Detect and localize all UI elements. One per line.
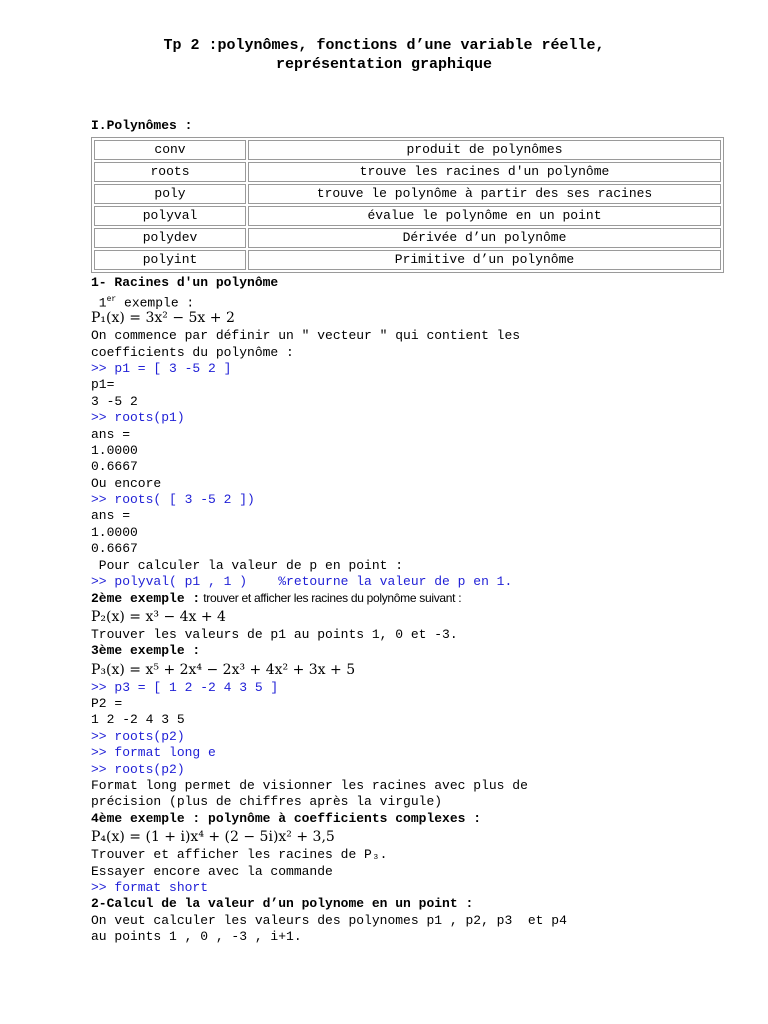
example-1-superscript: er xyxy=(106,294,117,304)
output-line: 3 -5 2 xyxy=(91,393,138,409)
command-line: >> p3 = [ 1 2 -2 4 3 5 ] xyxy=(91,679,279,695)
example-4-label: 4ème exemple : polynôme à coefficients complexes : xyxy=(91,810,482,826)
paragraph-text: On commence par définir un " vecteur " qui contient les xyxy=(91,328,521,344)
example-2-title: 2ème exemple : xyxy=(91,591,201,607)
paragraph-text: Pour calculer la valeur de p en point : xyxy=(91,557,404,573)
paragraph-text: au points 1 , 0 , -3 , i+1. xyxy=(91,929,302,945)
table-cell-description: évalue le polynôme en un point xyxy=(248,206,721,226)
formula-p4: P₄(x) = (1 + i)x⁴ + (2 − 5i)x² + 3,5 xyxy=(91,829,335,846)
example-1-number: 1 xyxy=(91,295,107,311)
command-line: >> roots(p2) xyxy=(91,761,185,777)
table-row xyxy=(94,206,721,226)
polynomial-commands-table xyxy=(91,137,724,273)
command-line: >> roots(p1) xyxy=(91,410,185,426)
table-row xyxy=(94,228,721,248)
section-heading-polynomes: I.Polynômes : xyxy=(91,118,193,133)
paragraph-text: Trouver les valeurs de p1 au points 1, 0 et -3. xyxy=(91,626,458,642)
title-line-1: Tp 2 :polynômes, fonctions d’une variable réelle, xyxy=(163,37,605,54)
command-line: >> format long e xyxy=(91,745,216,761)
table-cell-command: roots xyxy=(94,162,246,182)
table-cell-command: conv xyxy=(94,140,246,160)
command-line: >> format short xyxy=(91,879,209,895)
table-cell-description: Dérivée d’un polynôme xyxy=(248,228,721,248)
table-row xyxy=(94,250,721,270)
paragraph-text: coefficients du polynôme : xyxy=(91,344,294,360)
command-line: >> p1 = [ 3 -5 2 ] xyxy=(91,360,232,376)
paragraph-text: Ou encore xyxy=(91,475,162,491)
output-line: 0.6667 xyxy=(91,541,138,557)
output-line: p1= xyxy=(91,377,115,393)
output-line: 1.0000 xyxy=(91,524,138,540)
command-line: >> polyval( p1 , 1 ) %retourne la valeur de p en 1. xyxy=(91,574,513,590)
paragraph-text: Essayer encore avec la commande xyxy=(91,863,333,879)
table-row xyxy=(94,184,721,204)
document-body xyxy=(91,118,731,945)
paragraph-text: On veut calculer les valeurs des polynomes p1 , p2, p3 et p4 xyxy=(91,912,567,928)
table-row xyxy=(94,162,721,182)
example-3-label: 3ème exemple : xyxy=(91,643,201,659)
table-row xyxy=(94,140,721,160)
formula-p3: P₃(x) = x⁵ + 2x⁴ − 2x³ + 4x² + 3x + 5 xyxy=(91,661,356,678)
paragraph-text: Format long permet de visionner les racines avec plus de xyxy=(91,777,528,793)
table-cell-description: trouve les racines d'un polynôme xyxy=(248,162,721,182)
section-heading-calcul: 2-Calcul de la valeur d’un polynome en un point : xyxy=(91,896,474,912)
table-cell-command: polyval xyxy=(94,206,246,226)
example-2-label xyxy=(91,590,731,606)
table-cell-description: trouve le polynôme à partir des ses racines xyxy=(248,184,721,204)
example-1-rest: exemple : xyxy=(116,295,195,311)
example-2-text: trouver et afficher les racines du polynôme suivant : xyxy=(200,591,462,606)
output-line: ans = xyxy=(91,508,131,524)
example-1-label xyxy=(91,292,731,311)
formula-p1: P₁(x) = 3x² − 5x + 2 xyxy=(91,310,235,327)
output-line: 1.0000 xyxy=(91,442,138,458)
paragraph-text: précision (plus de chiffres après la virgule) xyxy=(91,794,443,810)
section-heading-racines: 1- Racines d'un polynôme xyxy=(91,275,279,291)
output-line: 1 2 -2 4 3 5 xyxy=(91,712,185,728)
table-cell-command: polyint xyxy=(94,250,246,270)
command-line: >> roots( [ 3 -5 2 ]) xyxy=(91,492,255,508)
formula-p2: P₂(x) = x³ − 4x + 4 xyxy=(91,608,226,625)
title-line-2: représentation graphique xyxy=(275,56,493,73)
output-line: P2 = xyxy=(91,695,123,711)
paragraph-text: Trouver et afficher les racines de P₃. xyxy=(91,847,388,863)
table-cell-command: polydev xyxy=(94,228,246,248)
output-line: 0.6667 xyxy=(91,459,138,475)
table-cell-command: poly xyxy=(94,184,246,204)
table-cell-description: Primitive d’un polynôme xyxy=(248,250,721,270)
command-line: >> roots(p2) xyxy=(91,728,185,744)
document-title xyxy=(0,36,768,74)
output-line: ans = xyxy=(91,426,131,442)
table-cell-description: produit de polynômes xyxy=(248,140,721,160)
